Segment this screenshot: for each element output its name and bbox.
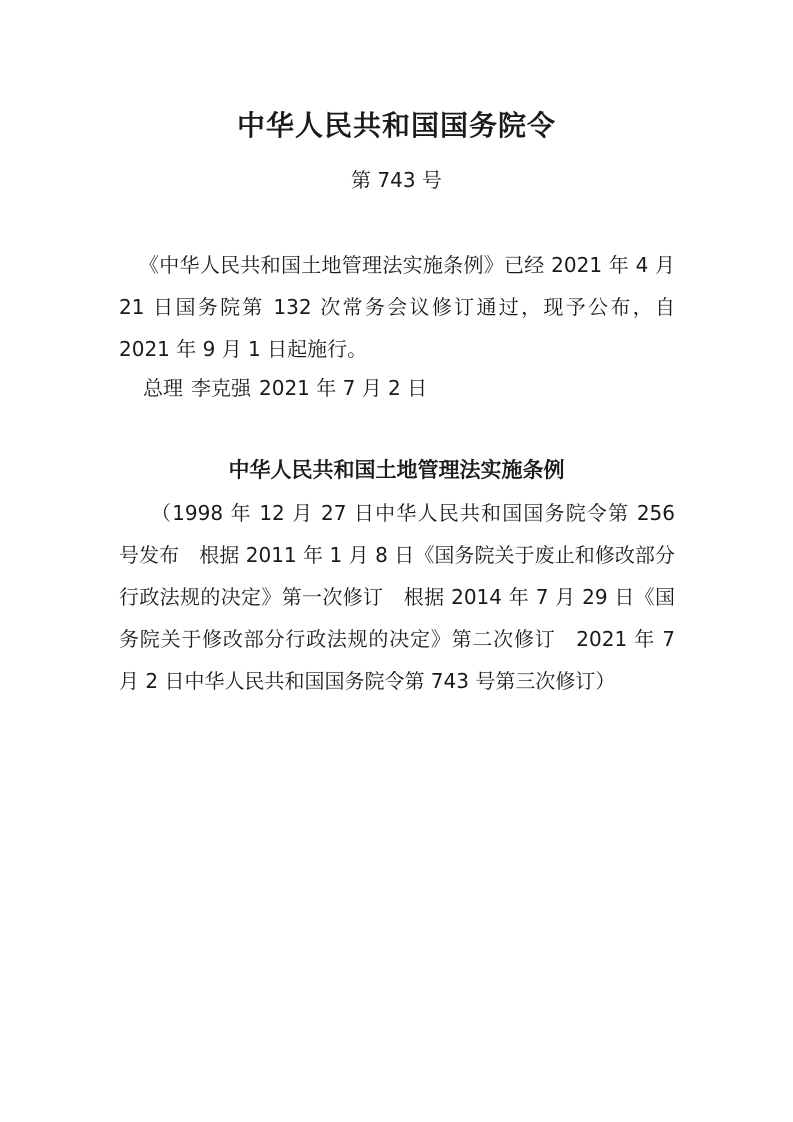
revision-history-paragraph: （1998 年 12 月 27 日中华人民共和国国务院令第 256 号发布 根据 2011 年 1 月 8 日《国务院关于废止和修改部分行政法规的决定》第一次修订 根据 2014 年 7 月 29 日《国务院关于修改部分行政法规的决定》第二次修订 2021 年 7 月 2 日中华人民共和国国务院令第 743 号第三次修订）: [119, 501, 675, 693]
signature-date: 2021 年 7 月 2 日: [259, 376, 428, 400]
regulation-title: 中华人民共和国土地管理法实施条例: [228, 458, 565, 482]
decree-number: 第 743 号: [351, 168, 442, 192]
signature-line: [143, 368, 435, 408]
signature-name: 李克强: [191, 376, 251, 400]
announcement-paragraph: 《中华人民共和国土地管理法实施条例》已经 2021 年 4 月 21 日国务院第 132 次常务会议修订通过，现予公布，自 2021 年 9 月 1 日起施行。: [119, 253, 675, 361]
decree-title: 中华人民共和国国务院令: [236, 109, 556, 142]
signature-role: 总理: [143, 376, 183, 400]
